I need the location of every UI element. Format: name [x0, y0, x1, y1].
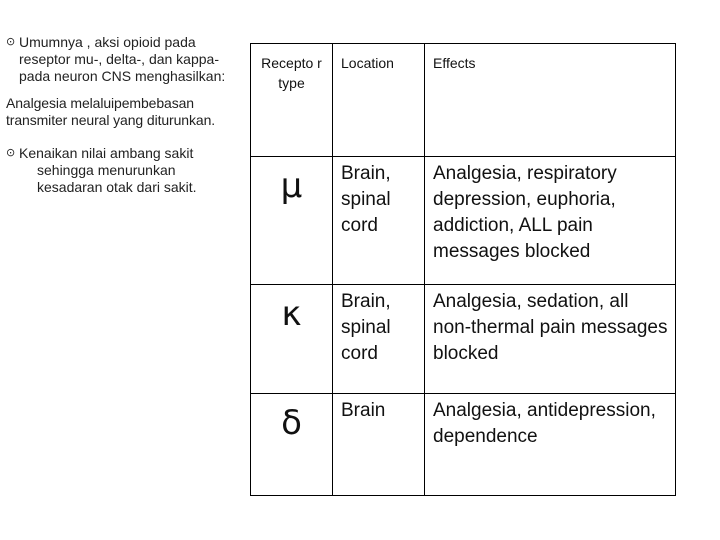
table-row	[251, 394, 676, 496]
receptor-table	[250, 43, 676, 496]
effects-cell: Analgesia, sedation, all non-thermal pain messages blocked	[425, 285, 676, 394]
header-effects: Effects	[425, 44, 676, 157]
bullet-text-line: kesadaran otak dari sakit.	[37, 179, 197, 195]
receptor-symbol: μ	[251, 157, 333, 285]
receptor-symbol: δ	[251, 394, 333, 496]
bullet-text-line: Kenaikan nilai ambang sakit	[19, 145, 194, 161]
left-text-panel	[6, 34, 242, 196]
table-row	[251, 157, 676, 285]
bullet-text: Umumnya , aksi opioid pada reseptor mu-, delta-, dan kappa-pada neuron CNS menghasilkan:	[19, 34, 226, 84]
circled-dot-bullet-icon: ⊙	[6, 147, 16, 159]
header-location: Location	[333, 44, 425, 157]
paragraph-analgesia: Analgesia melaluipembebasan transmiter neural yang diturunkan.	[6, 95, 216, 128]
effects-cell: Analgesia, respiratory depression, euphoria, addiction, ALL pain messages blocked	[425, 157, 676, 285]
header-receptor-type: Recepto r type	[251, 44, 333, 157]
bullet-item-pain-threshold	[6, 145, 242, 196]
bullet-item-opioid-action	[6, 34, 242, 85]
effects-cell: Analgesia, antidepression, dependence	[425, 394, 676, 496]
circled-dot-bullet-icon: ⊙	[6, 36, 16, 48]
table-header-row	[251, 44, 676, 157]
bullet-text-line: sehingga menurunkan	[37, 162, 176, 178]
location-cell: Brain, spinal cord	[333, 157, 425, 285]
location-cell: Brain, spinal cord	[333, 285, 425, 394]
location-cell: Brain	[333, 394, 425, 496]
table-row	[251, 285, 676, 394]
receptor-symbol: κ	[251, 285, 333, 394]
